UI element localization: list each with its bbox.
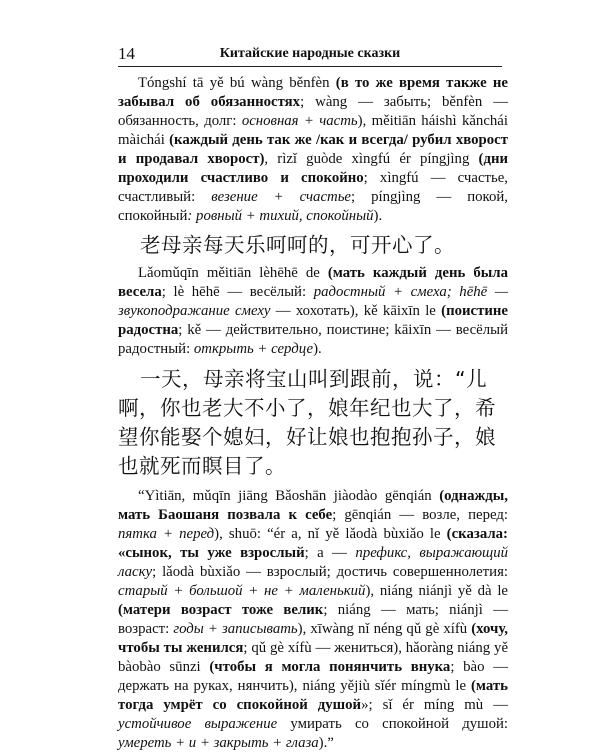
running-title: Китайские народные сказки [219,46,401,61]
paragraph-3: “Yìtiān, mǔqīn jiāng Bǎoshān jiàodào gēnqián (однажды, мать Баошаня позвала к себе; gēnqián — возле, перед: пятка + перед), shuō: “ér a, nǐ yě lǎodà bùxiǎo le (сказала: «сынок, ты уже взрослый; a — префикс, выражающий ласку; lǎodà bùxiǎo — взрослый; достичь совершеннолетия: старый + большой + не + маленький), niáng niánjì yě dà le (матери возраст тоже велик; niáng — мать; niánjì — возраст: годы + записывать), xīwàng nǐ néng qǔ gè xífù (хочу, чтобы ты женился; qǔ gè xífù — жениться), hǎoràng niáng yě bàobào sūnzi (чтобы я могла понянчить внука; bào — держать на руках, нянчить), niáng yějiù sǐér míngmù le (мать тогда умрёт со спокойной душой»; sǐ ér míng mù — устойчивое выражение умирать со спокойной душой: умереть + и + закрыть + глаза).” [118,488,509,751]
paragraph-1: Tóngshí tā yě bú wàng běnfèn (в то же время также не забывал об обязанностях; wàng — забыть; běnfèn — обязанность, долг: основная + часть), měitiān háishì kǎnchái màichái (каждый день так же /как и всегда/ рубил хворост и продавал хворост), rìzǐ guòde xìngfú ér píngjìng (дни проходили счастливо и спокойно; xìngfú — счастье, счастливый: везение + счастье; píngjìng — покой, спокойный: ровный + тихий, спокойный). [118,75,509,224]
page-number: 14 [118,44,135,63]
page-body [118,74,508,753]
chinese-sentence-2: 一天，母亲将宝山叫到跟前，说：“儿啊，你也老大不小了，娘年纪也大了，希望你能娶个媳妇，好让娘也抱抱孙子，娘也就死而瞑目了。 [118,367,496,478]
paragraph-2: Lǎomǔqīn měitiān lèhēhē de (мать каждый день была весела; lè hēhē — весёлый: радостный + смеха; hēhē — звукоподражание смеху — хохотать), kě kāixīn le (поистине радостна; kě — действительно, поистине; kāixīn — весёлый радостный: открыть + сердце). [118,265,508,357]
chinese-sentence-1: 老母亲每天乐呵呵的，可开心了。 [140,233,455,257]
running-header [118,44,502,67]
